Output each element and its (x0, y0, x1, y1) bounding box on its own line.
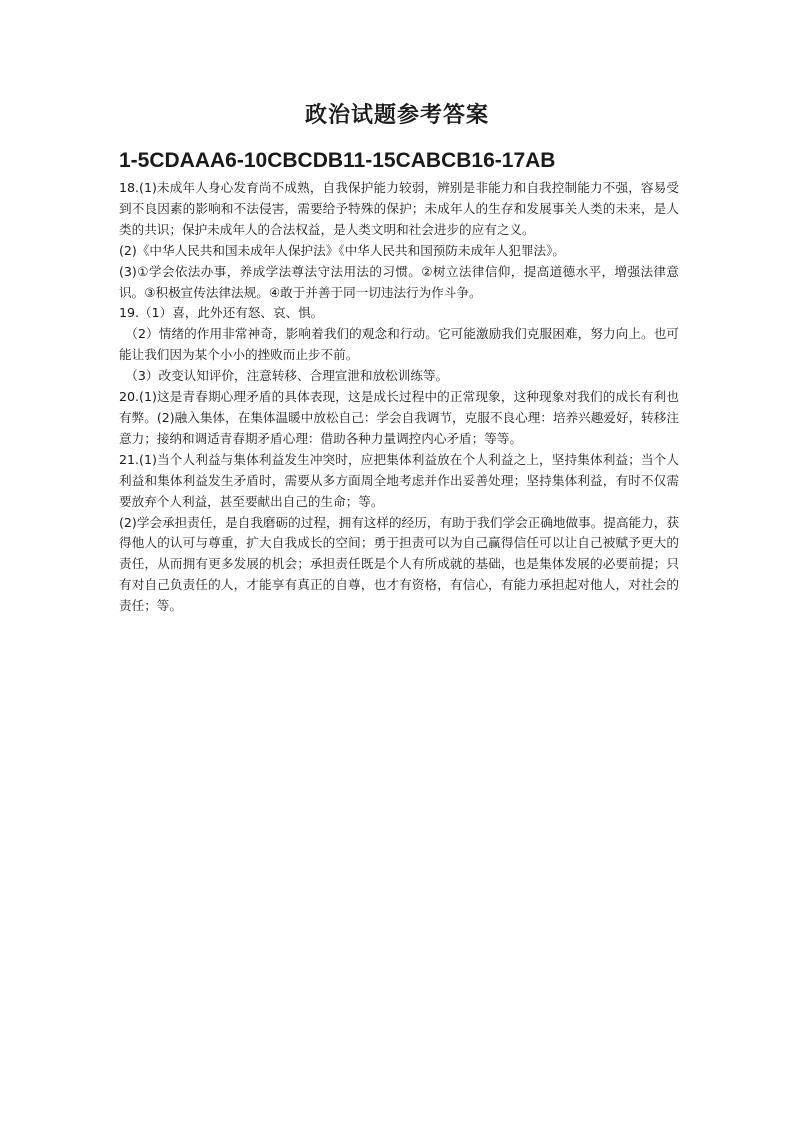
answer-21-part-2: (2)学会承担责任，是自我磨砺的过程，拥有这样的经历，有助于我们学会正确地做事。提高能力，获得他人的认可与尊重，扩大自我成长的空间；勇于担责可以为自己赢得信任可以让自己被赋予更大的责任，从而拥有更多发展的机会；承担责任既是个人有所成就的基础，也是集体发展的必要前提；只有对自己负责任的人，才能享有真正的自尊，也才有资格，有信心，有能力承担起对他人，对社会的责任；等。 (119, 514, 679, 614)
answer-20: 20.(1)这是青春期心理矛盾的具体表现，这是成长过程中的正常现象，这种现象对我们的成长有利也有弊。(2)融入集体，在集体温暖中放松自己：学会自我调节，克服不良心理：培养兴趣爱好，转移注意力；接纳和调适青春期矛盾心理：借助各种力量调控内心矛盾；等等。 (119, 389, 679, 446)
answer-18-part-1: 18.(1)未成年人身心发育尚不成熟，自我保护能力较弱，辨别是非能力和自我控制能力不强，容易受到不良因素的影响和不法侵害，需要给予特殊的保护；未成年人的生存和发展事关人类的未来，是人类的共识；保护未成年人的合法权益，是人类文明和社会进步的应有之义。 (119, 180, 679, 237)
answer-body (119, 178, 679, 617)
answer-18-part-3: (3)①学会依法办事，养成学法尊法守法用法的习惯。②树立法律信仰，提高道德水平，增强法律意识。③积极宣传法律法规。④敢于并善于同一切违法行为作斗争。 (119, 263, 679, 300)
document-title: 政治试题参考答案 (304, 103, 489, 128)
answer-18-part-2: (2)《中华人民共和国未成年人保护法》《中华人民共和国预防未成年人犯罪法》。 (119, 242, 566, 258)
answer-19-part-3: （3）改变认知评价，注意转移、合理宣泄和放松训练等。 (125, 368, 449, 384)
answer-21-part-1: 21.(1)当个人利益与集体利益发生冲突时，应把集体利益放在个人利益之上，坚持集体利益；当个人利益和集体利益发生矛盾时，需要从多方面周全地考虑并作出妥善处理；坚持集体利益，有时不仅需要放弃个人利益，甚至要献出自己的生命；等。 (119, 451, 679, 509)
answer-19-part-1: 19.（1）喜，此外还有怒、哀、惧。 (119, 305, 324, 321)
answer-19-part-2: （2）情绪的作用非常神奇，影响着我们的观念和行动。它可能激励我们克服困难，努力向上。也可能让我们因为某个小小的挫败而止步不前。 (119, 326, 679, 363)
multiple-choice-answer-key: 1-5CDAAA6-10CBCDB11-15CABCB16-17AB (119, 149, 556, 172)
